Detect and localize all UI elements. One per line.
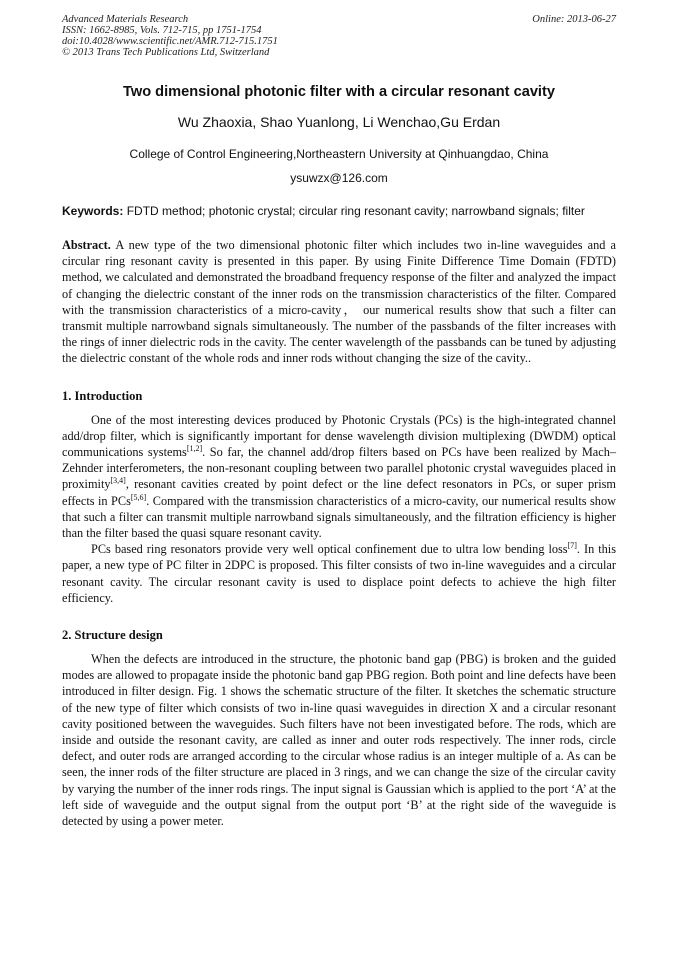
keywords [62,204,616,218]
doi-line: doi:10.4028/www.scientific.net/AMR.712-715.1751 [62,36,278,47]
introduction-paragraph-1: One of the most interesting devices produced by Photonic Crystals (PCs) is the high-integrated channel add/drop filter, which is significantly important for dense wavelength division multiplexing (DWDM) optical communications systems[1,2]. So far, the channel add/drop filters based on PCs have been realized by Mach–Zehnder interferometers, the non-resonant coupling between two parallel photonic crystal waveguides placed in proximity[3,4], resonant cavities created by point defect or the line defect resonators in PCs, or super prism effects in PCs[5,6]. Compared with the transmission characteristics of a micro-cavity, our numerical results show that such a filter can transmit multiple narrowband signals simultaneously, and the filtration efficiency is higher than the filter based the quasi square resonant cavity. [62,412,616,541]
abstract-text: A new type of the two dimensional photonic filter which includes two in-line waveguides and a circular ring resonant cavity is presented in this paper. By using Finite Difference Time Domain (FDTD) method, we calculated and demonstrated the broadband frequency response of the filter and analyzed the impact of changing the dielectric constant of the inner rods on the transmission characteristics of the filter. Compared with the transmission characteristics of a micro-cavity， our numerical results show that such a filter can transmit multiple narrowband signals simultaneously. The number of the passbands of the filter increases with the rings of inner dielectric rods in the cavity. The center wavelength of the passbands can be tuned by adjusting the dielectric constant of the whole rods and inner rods without changing the size of the cavity.. [62,238,616,366]
keywords-label: Keywords: [62,204,124,218]
citation: [1,2] [186,444,203,454]
authors: Wu Zhaoxia, Shao Yuanlong, Li Wenchao,Gu Erdan [177,114,501,130]
citation: [5,6] [130,492,147,502]
abstract [62,237,616,367]
paper-title: Two dimensional photonic filter with a circular resonant cavity [123,84,555,100]
citation: [7] [567,541,577,551]
keywords-list: FDTD method; photonic crystal; circular ring resonant cavity; narrowband signals; filter [126,204,585,218]
journal-header [62,14,616,58]
section-heading-introduction: 1. Introduction [62,388,143,403]
abstract-label: Abstract. [62,238,111,252]
copyright-line: © 2013 Trans Tech Publications Ltd, Switzerland [62,47,270,58]
citation: [3,4] [110,476,126,486]
introduction-paragraph-2: PCs based ring resonators provide very well optical confinement due to ultra low bending loss[7]. In this paper, a new type of PC filter in 2DPC is proposed. This filter consists of two in-line waveguides and a circular resonant cavity. The circular resonant cavity is used to displace point defects to achieve the high filter efficiency. [62,541,616,605]
author-email: ysuwzx@126.com [290,171,388,185]
issn-line: ISSN: 1662-8985, Vols. 712-715, pp 1751-1754 [62,25,262,36]
section-heading-structure-design: 2. Structure design [62,628,163,643]
online-date: Online: 2013-06-27 [532,14,616,25]
structure-design-paragraph: When the defects are introduced in the structure, the photonic band gap (PBG) is broken and the guided modes are allowed to propagate inside the photonic band gap PBG region. Both point and line defects have been introduced in filter design. Fig. 1 shows the schematic structure of the filter. It sketches the schematic structure of the new type of filter which consists of two in-line quasi waveguides in direction X and a circular resonant cavity positioned between the waveguides. Such filters have not been investigated before. The rods, which are inside and outside the resonant cavity, are called as inner and outer rods respectively. The inner rods, circle defect, and outer rods are arranged according to the circular whose radius is an integer multiple of a. As can be seen, the inner rods of the filter structure are placed in 3 rings, and we can change the size of the circular cavity by varying the number of the inner rods rings. The input signal is Gaussian which is applied to the port ‘A’ at the left side of waveguide and the output signal from the output port ‘B’ at the right side of the waveguide is detected by using a power meter. [62,652,616,829]
paper-page [62,14,616,829]
journal-name: Advanced Materials Research [62,14,189,25]
affiliation: College of Control Engineering,Northeastern University at Qinhuangdao, China [129,147,549,161]
